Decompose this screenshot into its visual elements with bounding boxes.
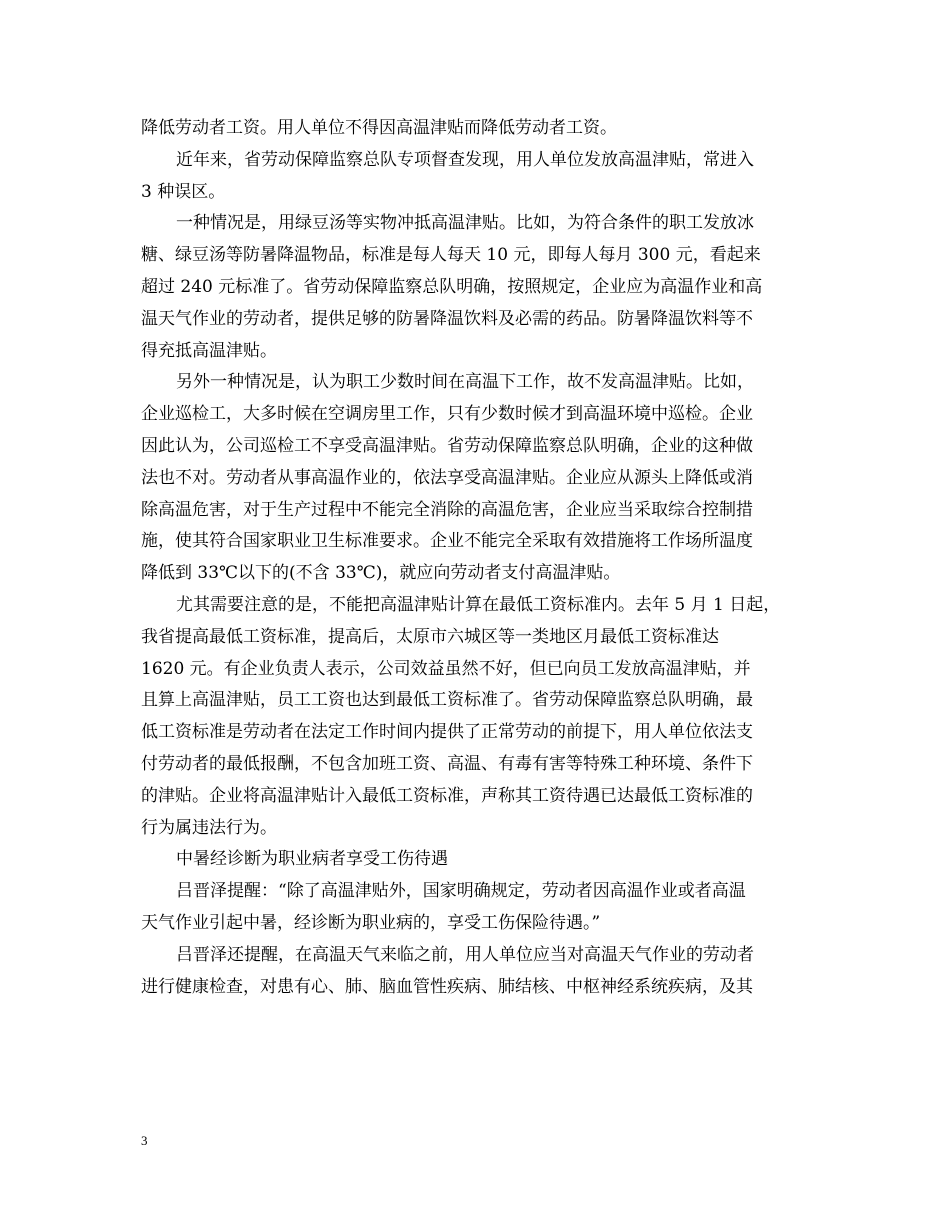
text-line: 糖、绿豆汤等防暑降温物品，标准是每人每天 10 元，即每人每月 300 元，看起来 [141,245,761,266]
text-line: 天气作业引起中暑，经诊断为职业病的，享受工伤保险待遇。” [141,912,601,933]
text-line: 除高温危害，对于生产过程中不能完全消除的高温危害，企业应当采取综合控制措 [141,499,753,520]
text-line: 吕晋泽还提醒，在高温天气来临之前，用人单位应当对高温天气作业的劳动者 [176,944,754,965]
text-line: 企业巡检工，大多时候在空调房里工作，只有少数时候才到高温环境中巡检。企业 [141,404,753,425]
text-line: 且算上高温津贴，员工工资也达到最低工资标准了。省劳动保障监察总队明确，最 [141,690,753,711]
text-line: 温天气作业的劳动者，提供足够的防暑降温饮料及必需的药品。防暑降温饮料等不 [141,308,753,329]
text-line: 降低劳动者工资。用人单位不得因高温津贴而降低劳动者工资。 [141,118,617,138]
text-line: 1620 元。有企业负责人表示，公司效益虽然不好，但已向员工发放高温津贴，并 [141,658,751,679]
text-line: 另外一种情况是，认为职工少数时间在高温下工作，故不发高温津贴。比如， [176,372,754,393]
text-line: 尤其需要注意的是，不能把高温津贴计算在最低工资标准内。去年 5 月 1 日起， [176,594,781,615]
page-body [141,113,821,1003]
text-line: 因此认为，公司巡检工不享受高温津贴。省劳动保障监察总队明确，企业的这种做 [141,435,753,456]
text-line: 超过 240 元标准了。省劳动保障监察总队明确，按照规定，企业应为高温作业和高 [141,276,763,297]
text-line: 一种情况是，用绿豆汤等实物冲抵高温津贴。比如，为符合条件的职工发放冰 [176,213,754,234]
text-line: 的津贴。企业将高温津贴计入最低工资标准，声称其工资待遇已达最低工资标准的 [141,785,753,806]
text-line: 吕晋泽提醒：“除了高温津贴外，国家明确规定，劳动者因高温作业或者高温 [176,881,746,902]
page-number: 3 [141,1133,148,1148]
text-line: 我省提高最低工资标准，提高后，太原市六城区等一类地区月最低工资标准达 [141,626,719,647]
text-line: 法也不对。劳动者从事高温作业的，依法享受高温津贴。企业应从源头上降低或消 [141,467,753,488]
text-line: 进行健康检查，对患有心、肺、脑血管性疾病、肺结核、中枢神经系统疾病，及其 [141,976,753,997]
text-line: 近年来，省劳动保障监察总队专项督查发现，用人单位发放高温津贴，常进入 [176,149,754,170]
text-line: 付劳动者的最低报酬，不包含加班工资、高温、有毒有害等特殊工种环境、条件下 [141,753,753,774]
text-line: 3 种误区。 [141,181,226,202]
text-line: 低工资标准是劳动者在法定工作时间内提供了正常劳动的前提下，用人单位依法支 [141,722,753,743]
section-heading: 中暑经诊断为职业病者享受工伤待遇 [176,849,448,870]
text-line: 施，使其符合国家职业卫生标准要求。企业不能完全采取有效措施将工作场所温度 [141,531,753,552]
text-line: 降低到 33℃以下的(不含 33℃)，就应向劳动者支付高温津贴。 [141,563,621,584]
text-line: 得充抵高温津贴。 [141,340,277,361]
text-line: 行为属违法行为。 [141,817,277,838]
